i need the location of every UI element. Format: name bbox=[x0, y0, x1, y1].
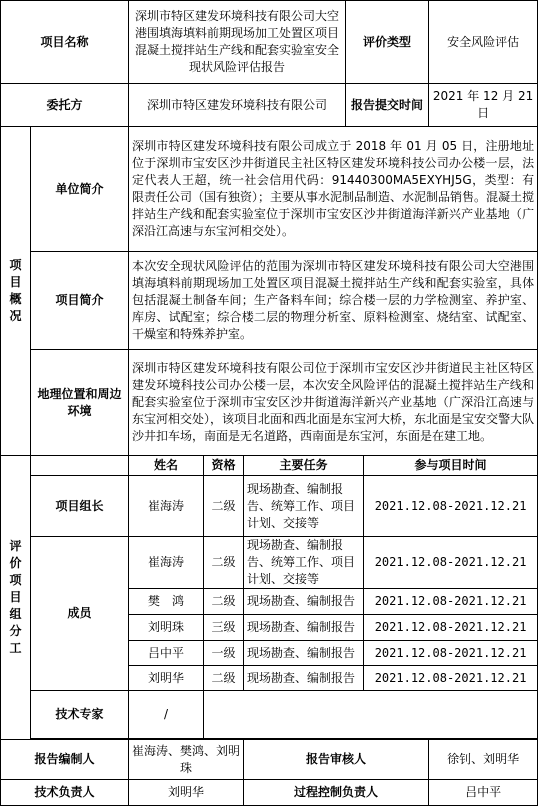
client-label: 委托方 bbox=[1, 84, 129, 127]
tech-lead-label: 技术负责人 bbox=[1, 780, 129, 806]
col-header-name: 姓名 bbox=[129, 456, 204, 476]
members-label: 成员 bbox=[31, 537, 129, 691]
member-name: 崔海涛 bbox=[129, 537, 204, 589]
member-qual: 二级 bbox=[204, 589, 244, 615]
unit-intro-text: 深圳市特区建发环境科技有限公司成立于 2018 年 01 月 05 日，注册地址位于深圳市宝安区沙井街道民主社区特区建发环境科技公司办公楼一层，法定代表人王超，统一社会信用代码：91440300MA5EXYHJ5G，类型：有限责任公司（国有独资）；主要从事水泥制品制造、水泥制品销售。混凝土搅拌站生产线和配套实验室位于深圳市宝安区沙井街道海洋新兴产业基地（广深沿江高速与东宝河相交处）。 bbox=[129, 127, 538, 252]
member-qual: 三级 bbox=[204, 615, 244, 641]
member-qual: 二级 bbox=[204, 537, 244, 589]
member-task: 现场勘查、编制报告、统筹工作、项目计划、交接等 bbox=[244, 537, 364, 589]
eval-type-label: 评价类型 bbox=[346, 1, 429, 84]
member-name: 刘明珠 bbox=[129, 615, 204, 641]
process-lead-label: 过程控制负责人 bbox=[244, 780, 429, 806]
report-author-label: 报告编制人 bbox=[1, 740, 129, 780]
report-reviewer-label: 报告审核人 bbox=[244, 740, 429, 780]
col-header-task: 主要任务 bbox=[244, 456, 364, 476]
member-name: 刘明华 bbox=[129, 666, 204, 691]
tech-expert-label: 技术专家 bbox=[31, 691, 129, 739]
member-time: 2021.12.08-2021.12.21 bbox=[364, 589, 538, 615]
member-name: 樊 鸿 bbox=[129, 589, 204, 615]
leader-qual: 二级 bbox=[204, 476, 244, 537]
member-task: 现场勘查、编制报告 bbox=[244, 589, 364, 615]
member-time: 2021.12.08-2021.12.21 bbox=[364, 666, 538, 691]
project-name-label: 项目名称 bbox=[1, 1, 129, 84]
member-task: 现场勘查、编制报告 bbox=[244, 666, 364, 691]
project-name-value: 深圳市特区建发环境科技有限公司大空港围填海填料前期现场加工处置区项目混凝土搅拌站生产线和配套实验室安全现状风险评估报告 bbox=[129, 1, 346, 84]
tech-expert-value: / bbox=[129, 691, 204, 739]
team-leader-label: 项目组长 bbox=[31, 476, 129, 537]
unit-intro-label: 单位简介 bbox=[31, 127, 129, 252]
member-time: 2021.12.08-2021.12.21 bbox=[364, 615, 538, 641]
col-header-qual: 资格 bbox=[204, 456, 244, 476]
leader-time: 2021.12.08-2021.12.21 bbox=[364, 476, 538, 537]
eval-type-value: 安全风险评估 bbox=[429, 1, 538, 84]
submit-time-value: 2021 年 12 月 21 日 bbox=[429, 84, 538, 127]
project-intro-label: 项目简介 bbox=[31, 252, 129, 350]
team-label: 评价项目组分工 bbox=[1, 456, 31, 740]
process-lead-value: 吕中平 bbox=[429, 780, 538, 806]
member-task: 现场勘查、编制报告 bbox=[244, 641, 364, 666]
member-time: 2021.12.08-2021.12.21 bbox=[364, 641, 538, 666]
tech-expert-blank bbox=[204, 691, 538, 739]
location-label: 地理位置和周边环境 bbox=[31, 350, 129, 456]
report-author-value: 崔海涛、樊鸿、刘明珠 bbox=[129, 740, 244, 780]
report-reviewer-value: 徐钊、刘明华 bbox=[429, 740, 538, 780]
col-header-time: 参与项目时间 bbox=[364, 456, 538, 476]
project-intro-text: 本次安全现状风险评估的范围为深圳市特区建发环境科技有限公司大空港围填海填料前期现场加工处置区项目混凝土搅拌站生产线和配套实验室，具体包括混凝土制备车间；生产备料车间；综合楼一层的力学检测室、养护室、库房、试配室；综合楼二层的物理分析室、原料检测室、烧结室、试配室、干燥室和特殊养护室。 bbox=[129, 252, 538, 350]
member-time: 2021.12.08-2021.12.21 bbox=[364, 537, 538, 589]
member-qual: 一级 bbox=[204, 641, 244, 666]
member-name: 吕中平 bbox=[129, 641, 204, 666]
location-text: 深圳市特区建发环境科技有限公司位于深圳市宝安区沙井街道民主社区特区建发环境科技公司办公楼一层，本次安全风险评估的混凝土搅拌站生产线和配套实验室位于深圳市宝安区沙井街道海洋新兴产业基地（广深沿江高速与东宝河相交处），该项目北面和西北面是东宝河大桥，东北面是宝安交警大队沙井扣车场，南面是无名道路，西南面是东宝河，东面是在建工地。 bbox=[129, 350, 538, 456]
tech-lead-value: 刘明华 bbox=[129, 780, 244, 806]
submit-time-label: 报告提交时间 bbox=[346, 84, 429, 127]
leader-task: 现场勘查、编制报告、统筹工作、项目计划、交接等 bbox=[244, 476, 364, 537]
member-task: 现场勘查、编制报告 bbox=[244, 615, 364, 641]
leader-name: 崔海涛 bbox=[129, 476, 204, 537]
member-qual: 二级 bbox=[204, 666, 244, 691]
overview-label: 项目概况 bbox=[1, 127, 31, 456]
team-header-blank bbox=[31, 456, 129, 476]
client-value: 深圳市特区建发环境科技有限公司 bbox=[129, 84, 346, 127]
